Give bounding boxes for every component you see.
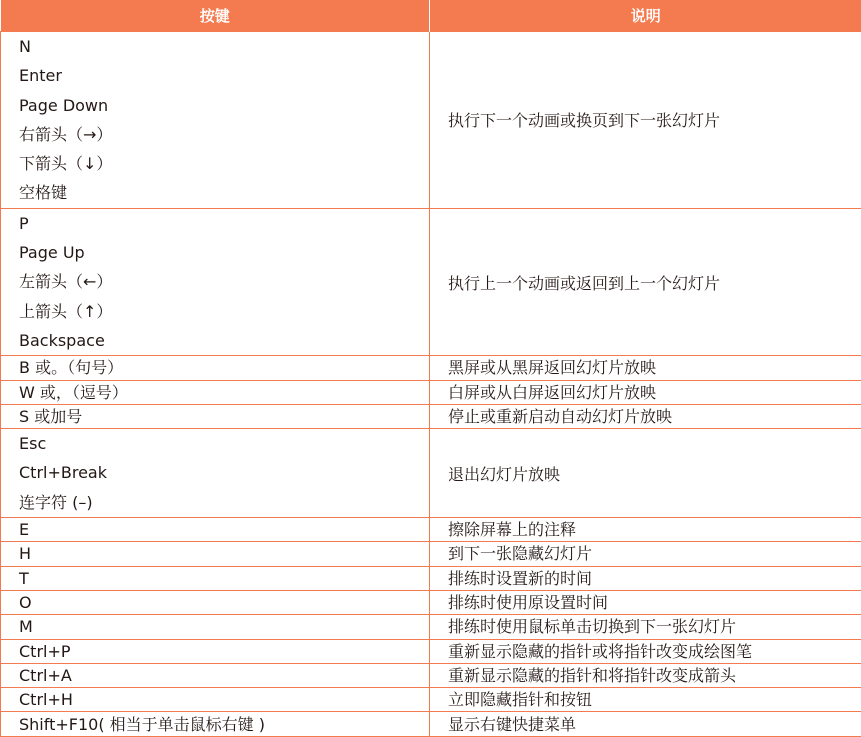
table-row — [1, 688, 861, 712]
key-label: M — [19, 615, 429, 638]
keys-cell — [1, 429, 430, 518]
table-row — [1, 518, 861, 542]
header-description: 说明 — [430, 0, 861, 32]
key-label: 左箭头（←） — [19, 267, 429, 296]
key-label: Ctrl+Break — [19, 458, 429, 487]
table-row — [1, 663, 861, 687]
key-label: E — [19, 518, 429, 541]
description-cell: 执行上一个动画或返回到上一个幻灯片 — [430, 208, 861, 355]
description-cell: 停止或重新启动自动幻灯片放映 — [430, 404, 861, 428]
table-row — [1, 615, 861, 639]
description-cell: 立即隐藏指针和按钮 — [430, 688, 861, 712]
table-row — [1, 32, 861, 209]
table-body — [1, 32, 861, 737]
description-cell: 排练时设置新的时间 — [430, 566, 861, 590]
key-label: T — [19, 567, 429, 590]
keys-cell — [1, 688, 430, 712]
key-label: Ctrl+A — [19, 664, 429, 687]
keys-cell — [1, 566, 430, 590]
keys-cell — [1, 380, 430, 404]
table-row — [1, 356, 861, 380]
key-label: 连字符 (–) — [19, 488, 429, 517]
key-label: Shift+F10( 相当于单击鼠标右键 ) — [19, 713, 429, 736]
description-cell: 黑屏或从黑屏返回幻灯片放映 — [430, 356, 861, 380]
keys-cell — [1, 663, 430, 687]
description-cell: 到下一张隐藏幻灯片 — [430, 542, 861, 566]
table-row — [1, 429, 861, 518]
header-keys: 按键 — [1, 0, 430, 32]
table-row — [1, 542, 861, 566]
description-cell: 排练时使用鼠标单击切换到下一张幻灯片 — [430, 615, 861, 639]
keys-cell — [1, 518, 430, 542]
key-label: 右箭头（→） — [19, 120, 429, 149]
keys-cell — [1, 542, 430, 566]
table-row — [1, 380, 861, 404]
key-label: 下箭头（↓） — [19, 149, 429, 178]
description-cell: 重新显示隐藏的指针和将指针改变成箭头 — [430, 663, 861, 687]
table-row — [1, 639, 861, 663]
key-label: S 或加号 — [19, 405, 429, 428]
key-label: N — [19, 32, 429, 61]
description-cell: 排练时使用原设置时间 — [430, 590, 861, 614]
keys-cell — [1, 208, 430, 355]
keys-cell — [1, 590, 430, 614]
description-cell: 退出幻灯片放映 — [430, 429, 861, 518]
keys-cell — [1, 639, 430, 663]
table-row — [1, 590, 861, 614]
key-label: 上箭头（↑） — [19, 297, 429, 326]
key-label: Backspace — [19, 326, 429, 355]
description-cell: 白屏或从白屏返回幻灯片放映 — [430, 380, 861, 404]
keys-cell — [1, 356, 430, 380]
key-label: Page Up — [19, 238, 429, 267]
key-label: Esc — [19, 429, 429, 458]
key-label: Page Down — [19, 91, 429, 120]
keys-cell — [1, 32, 430, 209]
key-label: W 或，（逗号） — [19, 381, 429, 404]
key-label: Ctrl+H — [19, 688, 429, 711]
description-cell: 擦除屏幕上的注释 — [430, 518, 861, 542]
description-cell: 重新显示隐藏的指针或将指针改变成绘图笔 — [430, 639, 861, 663]
key-label: P — [19, 209, 429, 238]
key-label: H — [19, 542, 429, 565]
key-label: O — [19, 591, 429, 614]
header-row — [1, 0, 861, 32]
keys-cell — [1, 712, 430, 736]
table-row — [1, 566, 861, 590]
description-cell: 显示右键快捷菜单 — [430, 712, 861, 736]
keys-cell — [1, 615, 430, 639]
table-row — [1, 404, 861, 428]
description-cell: 执行下一个动画或换页到下一张幻灯片 — [430, 32, 861, 209]
keys-cell — [1, 404, 430, 428]
key-label: Ctrl+P — [19, 640, 429, 663]
table-row — [1, 208, 861, 355]
key-label: B 或。（句号） — [19, 356, 429, 379]
key-label: 空格键 — [19, 178, 429, 207]
table-row — [1, 712, 861, 736]
key-label: Enter — [19, 61, 429, 90]
